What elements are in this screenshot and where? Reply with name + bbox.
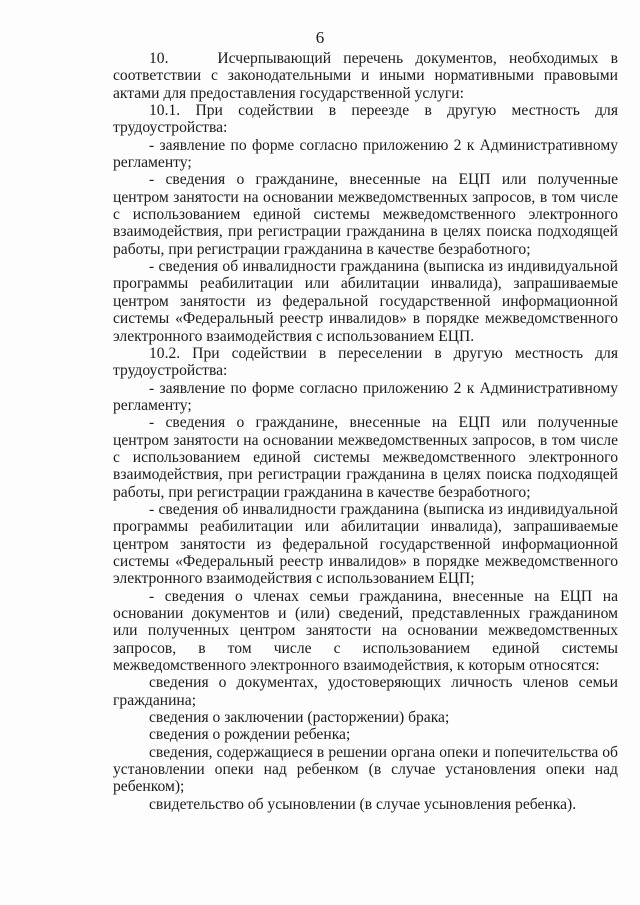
list-item: сведения о заключении (расторжении) брака; xyxy=(149,709,450,727)
page-number: 6 xyxy=(315,28,325,47)
paragraph-10-2-heading: 10.2. При содействии в переселении в другую местность для трудоустройства: xyxy=(113,344,618,380)
list-item: сведения о рождении ребенка; xyxy=(149,726,351,744)
list-item: - сведения об инвалидности гражданина (выписка из индивидуальной программы реабилитации или абилитации инвалида), запрашиваемые центром занятости из федеральной государственной информационной системы «Федеральный реестр инвалидов» в порядке межведомственного электронного взаимодействия с использованием ЕЦП. xyxy=(113,258,618,345)
list-item: - заявление по форме согласно приложению 2 к Административному регламенту; xyxy=(113,379,618,414)
list-item: сведения о документах, удостоверяющих личность членов семьи гражданина; xyxy=(113,674,618,709)
list-item: сведения, содержащиеся в решении органа опеки и попечительства об установлении опеки над ребенком (в случае установления опеки над ребенком); xyxy=(113,743,618,796)
list-item: свидетельство об усыновлении (в случае усыновления ребенка). xyxy=(149,795,577,813)
list-item: - заявление по форме согласно приложению 2 к Административному регламенту; xyxy=(113,136,618,172)
paragraph-10-heading: 10. Исчерпывающий перечень документов, необходимых в соответствии с законодательными и иными нормативными правовыми актами для предоставления государственной услуги: xyxy=(113,50,618,102)
list-item: - сведения об инвалидности гражданина (выписка из индивидуальной программы реабилитации или абилитации инвалида), запрашиваемые центром занятости из федеральной государственной информационной системы «Федеральный реестр инвалидов» в порядке межведомственного электронного взаимодействия с использованием ЕЦП; xyxy=(113,500,618,588)
list-item: - сведения о гражданине, внесенные на ЕЦП или полученные центром занятости на основании межведомственных запросов, в том числе с использованием единой системы межведомственного электронного взаимодействия, при регистрации гражданина в целях поиска подходящей работы, при регистрации гражданина в качестве безработного; xyxy=(113,414,618,501)
list-item: - сведения о членах семьи гражданина, внесенные на ЕЦП на основании документов и (или) сведений, представленных гражданином или полученных центром занятости на основании межведомственных запросов, в том числе с использованием единой системы межведомственного электронного взаимодействия, к которым относятся: xyxy=(113,587,618,675)
document-body xyxy=(113,50,618,813)
paragraph-10-1-heading: 10.1. При содействии в переезде в другую местность для трудоустройства: xyxy=(113,102,618,137)
list-item: - сведения о гражданине, внесенные на ЕЦП или полученные центром занятости на основании межведомственных запросов, в том числе с использованием единой системы межведомственного электронного взаимодействия, при регистрации гражданина в целях поиска подходящей работы, при регистрации гражданина в качестве безработного; xyxy=(113,171,618,258)
